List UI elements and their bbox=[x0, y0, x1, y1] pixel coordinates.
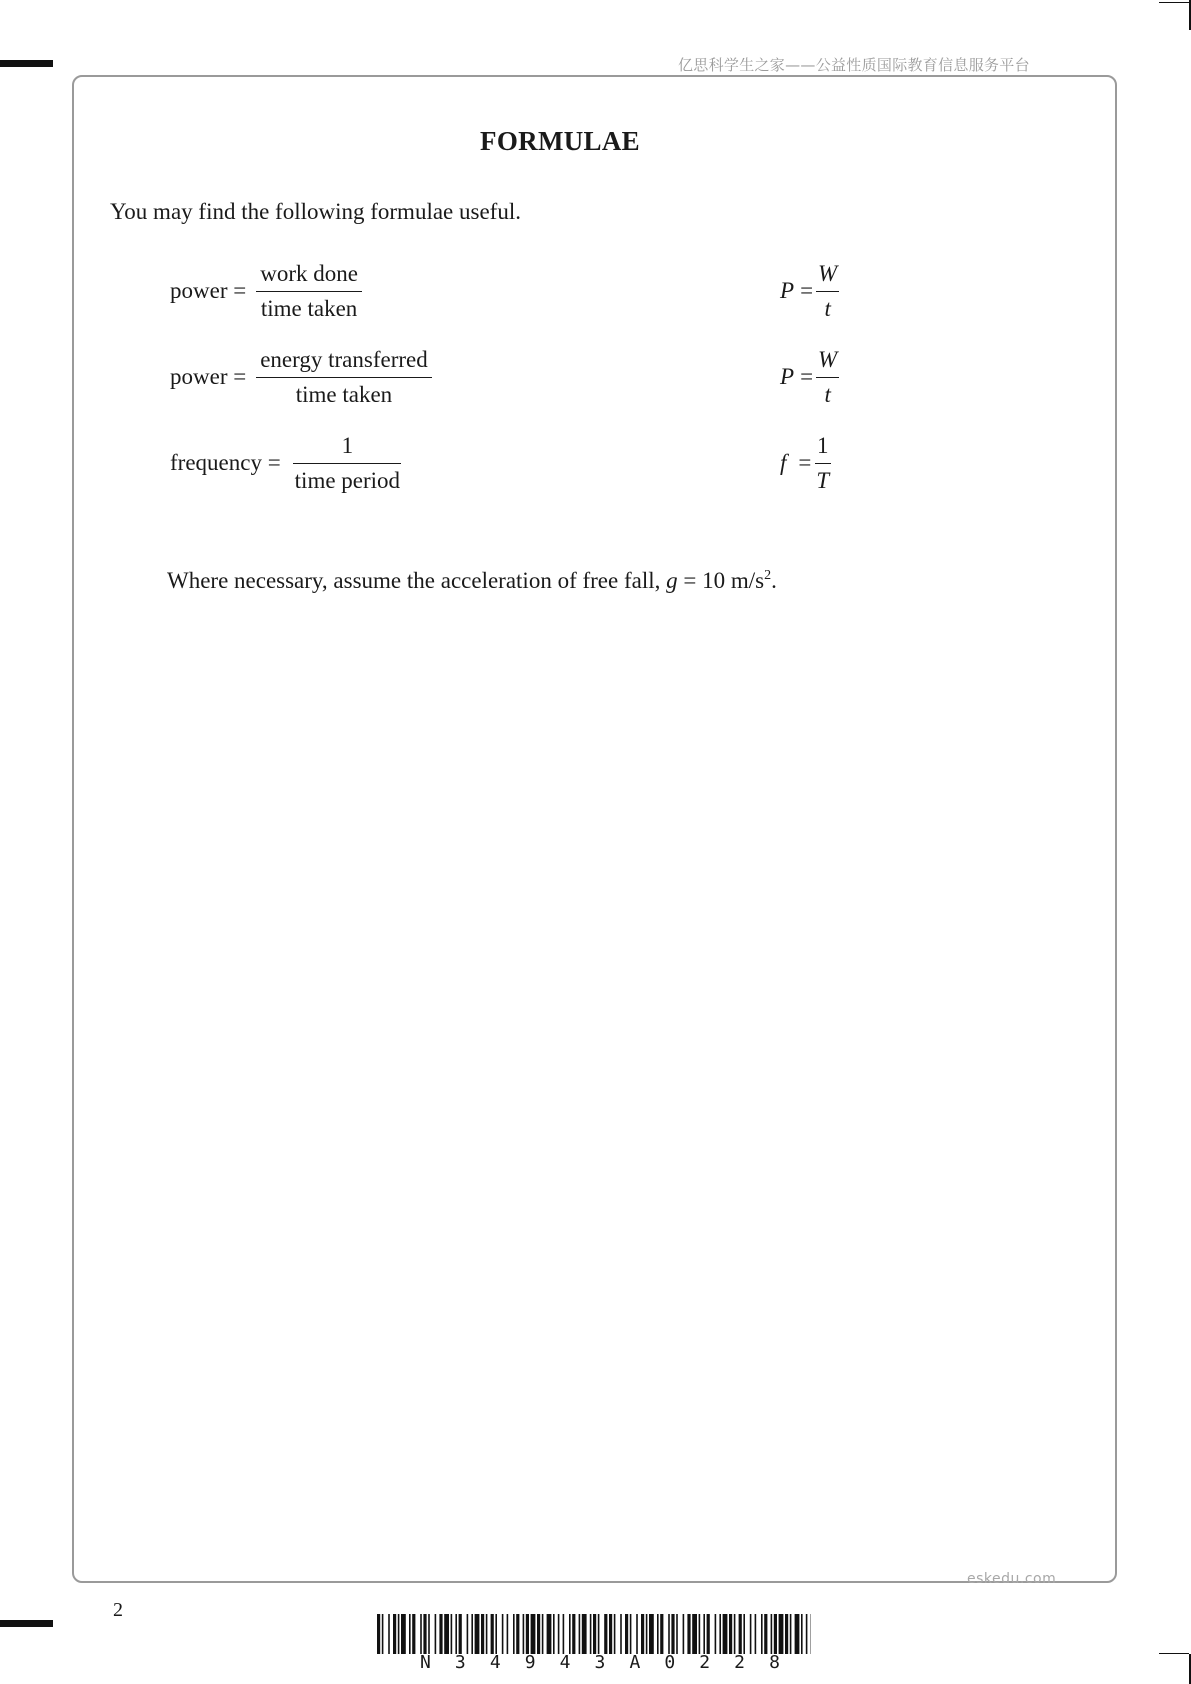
free-fall-note bbox=[167, 568, 777, 594]
barcode-bar bbox=[795, 1614, 800, 1654]
barcode-char: 0 bbox=[664, 1652, 676, 1673]
barcode-char: 2 bbox=[734, 1652, 745, 1673]
formula-lhs: power = bbox=[170, 364, 247, 389]
fraction-denominator: time taken bbox=[295, 381, 393, 407]
unit-exponent: 2 bbox=[764, 568, 772, 583]
barcode-bar bbox=[699, 1614, 701, 1654]
symbol-denominator: t bbox=[824, 295, 831, 321]
fraction-numerator: 1 bbox=[293, 431, 401, 464]
fraction bbox=[256, 259, 362, 324]
barcode-bar bbox=[764, 1614, 767, 1654]
symbol-lhs: P bbox=[780, 278, 795, 303]
barcode-bar bbox=[444, 1614, 449, 1654]
barcode-bar bbox=[428, 1614, 430, 1654]
barcode-bar bbox=[523, 1614, 525, 1654]
barcode-bar bbox=[398, 1614, 400, 1654]
barcode-bar bbox=[435, 1614, 437, 1654]
fraction bbox=[291, 431, 404, 496]
formula-lhs: frequency = bbox=[170, 450, 281, 475]
crop-mark-bottom-right bbox=[1161, 1654, 1191, 1684]
barcode-bar bbox=[761, 1614, 763, 1654]
gravity-value: = 10 m/s bbox=[683, 568, 765, 593]
barcode-bar bbox=[739, 1614, 742, 1654]
symbol-lhs: P bbox=[780, 364, 795, 389]
note-text: Where necessary, assume the acceleration of free fall, bbox=[167, 568, 661, 593]
barcode-char: 4 bbox=[559, 1652, 571, 1673]
barcode-bar bbox=[537, 1614, 540, 1654]
barcode-bar bbox=[377, 1614, 380, 1654]
barcode-bar bbox=[569, 1614, 571, 1654]
barcode-bar bbox=[507, 1614, 509, 1654]
barcode-bar bbox=[614, 1614, 616, 1654]
symbol-fraction bbox=[816, 259, 839, 324]
barcode-bar bbox=[593, 1614, 596, 1654]
barcode-bar bbox=[707, 1614, 710, 1654]
barcode-text bbox=[420, 1652, 780, 1673]
fraction-numerator: energy transferred bbox=[256, 345, 432, 378]
barcode-bar bbox=[486, 1614, 488, 1654]
barcode-char: A bbox=[629, 1652, 641, 1673]
barcode-char: 2 bbox=[699, 1652, 711, 1673]
barcode-bar bbox=[625, 1614, 628, 1654]
barcode-char: 3 bbox=[594, 1652, 606, 1673]
barcode-bar bbox=[657, 1614, 659, 1654]
barcode-bar bbox=[471, 1614, 473, 1654]
word-formula-1 bbox=[170, 251, 362, 331]
barcode-bar bbox=[423, 1614, 426, 1654]
barcode-bar bbox=[668, 1614, 670, 1654]
barcode-bar bbox=[455, 1614, 457, 1654]
symbol-formula-3 bbox=[780, 423, 831, 503]
barcode-bar bbox=[719, 1614, 721, 1654]
fraction-numerator: work done bbox=[256, 259, 362, 292]
barcode-bar bbox=[774, 1614, 777, 1654]
barcode-bar bbox=[491, 1614, 494, 1654]
symbol-formula-2 bbox=[780, 337, 839, 417]
equals-sign: = bbox=[800, 364, 814, 389]
barcode-bar bbox=[502, 1614, 504, 1654]
barcode-bar bbox=[563, 1614, 565, 1654]
symbol-numerator: 1 bbox=[815, 431, 831, 464]
barcode-bar bbox=[547, 1614, 552, 1654]
barcode-bar bbox=[806, 1614, 808, 1654]
gravity-symbol: g bbox=[666, 568, 678, 593]
barcode-char: N bbox=[420, 1652, 431, 1673]
barcode-bar bbox=[531, 1614, 536, 1654]
barcode-char: 4 bbox=[489, 1652, 501, 1673]
barcode-bar bbox=[646, 1614, 648, 1654]
barcode-bar bbox=[409, 1614, 411, 1654]
registration-mark-bottom bbox=[0, 1620, 53, 1627]
barcode-bar bbox=[790, 1614, 792, 1654]
barcode-bar bbox=[420, 1614, 422, 1654]
symbol-denominator: T bbox=[816, 467, 830, 493]
header-watermark: 亿思科学生之家——公益性质国际教育信息服务平台 bbox=[678, 56, 1030, 74]
symbol-fraction bbox=[814, 431, 831, 496]
barcode-bar bbox=[467, 1614, 469, 1654]
formula-row-3 bbox=[0, 423, 1191, 503]
page-number: 2 bbox=[113, 1599, 123, 1621]
barcode-bar bbox=[683, 1614, 685, 1654]
barcode-bar bbox=[729, 1614, 732, 1654]
page-title: FORMULAE bbox=[480, 126, 640, 156]
barcode-bar bbox=[481, 1614, 484, 1654]
barcode-bar bbox=[715, 1614, 717, 1654]
equals-sign: = bbox=[798, 450, 812, 475]
barcode-bar bbox=[582, 1614, 587, 1654]
barcode-bar bbox=[630, 1614, 632, 1654]
barcode-char: 3 bbox=[454, 1652, 466, 1673]
barcode-bar bbox=[401, 1614, 406, 1654]
formula-row-2 bbox=[0, 337, 1191, 417]
barcode-bar bbox=[743, 1614, 745, 1654]
symbol-lhs: f bbox=[780, 450, 787, 475]
barcode-bar bbox=[604, 1614, 607, 1654]
barcode-bar bbox=[526, 1614, 529, 1654]
barcode-bar bbox=[513, 1614, 515, 1654]
barcode-bar bbox=[439, 1614, 442, 1654]
barcode-bar bbox=[620, 1614, 622, 1654]
barcode-bar bbox=[388, 1614, 390, 1654]
barcode-char: 8 bbox=[769, 1652, 780, 1673]
crop-mark-top-right bbox=[1161, 0, 1191, 30]
barcode-bar bbox=[393, 1614, 396, 1654]
barcode-bar bbox=[558, 1614, 560, 1654]
barcode-bar bbox=[641, 1614, 644, 1654]
barcode-bar bbox=[750, 1614, 752, 1654]
barcode-bar bbox=[692, 1614, 697, 1654]
symbol-numerator: W bbox=[816, 259, 839, 292]
symbol-numerator: W bbox=[816, 345, 839, 378]
barcode-bar bbox=[495, 1614, 497, 1654]
barcode-bar bbox=[687, 1614, 690, 1654]
barcode-bar bbox=[572, 1614, 575, 1654]
word-formula-3 bbox=[170, 423, 404, 503]
formula-lhs: power = bbox=[170, 278, 247, 303]
barcode-bar bbox=[734, 1614, 736, 1654]
barcode-bar bbox=[451, 1614, 453, 1654]
barcode-bar bbox=[785, 1614, 788, 1654]
formula-row-1 bbox=[0, 251, 1191, 331]
barcode-bar bbox=[703, 1614, 705, 1654]
barcode-bar bbox=[590, 1614, 592, 1654]
barcode-bar bbox=[801, 1614, 803, 1654]
barcode-bar bbox=[579, 1614, 581, 1654]
fraction bbox=[256, 345, 432, 410]
barcode-bar bbox=[553, 1614, 555, 1654]
barcode-bar bbox=[412, 1614, 415, 1654]
barcode-bar bbox=[459, 1614, 462, 1654]
fraction-denominator: time taken bbox=[260, 295, 358, 321]
barcode-bar bbox=[660, 1614, 663, 1654]
word-formula-2 bbox=[170, 337, 432, 417]
barcode-bar bbox=[516, 1614, 519, 1654]
barcode-bar bbox=[636, 1614, 638, 1654]
barcode-bar bbox=[676, 1614, 678, 1654]
barcode-bar bbox=[671, 1614, 674, 1654]
fraction-denominator: time period bbox=[294, 467, 401, 493]
barcode-bar bbox=[382, 1614, 384, 1654]
equals-sign: = bbox=[800, 278, 814, 303]
barcode-bar bbox=[723, 1614, 728, 1654]
barcode-char: 9 bbox=[524, 1652, 536, 1673]
barcode-bar bbox=[649, 1614, 654, 1654]
registration-mark-top bbox=[0, 60, 53, 67]
barcode-bar bbox=[609, 1614, 612, 1654]
symbol-formula-1 bbox=[780, 251, 839, 331]
symbol-fraction bbox=[816, 345, 839, 410]
barcode-bar bbox=[542, 1614, 544, 1654]
footer-watermark: eskedu.com bbox=[967, 1571, 1057, 1587]
barcode-bar bbox=[771, 1614, 773, 1654]
barcode bbox=[377, 1614, 811, 1654]
note-end: . bbox=[771, 568, 777, 593]
barcode-bar bbox=[475, 1614, 480, 1654]
barcode-bar bbox=[755, 1614, 757, 1654]
intro-text: You may find the following formulae useful. bbox=[110, 199, 521, 224]
barcode-bar bbox=[779, 1614, 784, 1654]
barcode-bar bbox=[598, 1614, 600, 1654]
symbol-denominator: t bbox=[824, 381, 831, 407]
